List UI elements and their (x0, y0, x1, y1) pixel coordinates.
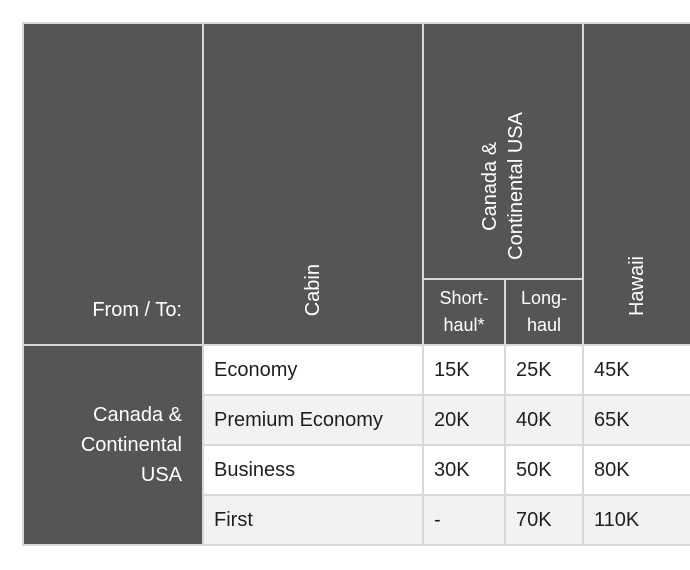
long-haul-cell: 50K (505, 445, 583, 495)
origin-row-header (23, 345, 203, 545)
short-haul-cell: 20K (423, 395, 505, 445)
cabin-cell: First (203, 495, 423, 545)
subheader-long-haul (505, 279, 583, 345)
hawaii-header-label: Hawaii (626, 255, 648, 316)
hawaii-cell: 110K (583, 495, 690, 545)
corner-label: From / To: (92, 299, 182, 321)
cabin-cell: Premium Economy (203, 395, 423, 445)
long-haul-cell: 70K (505, 495, 583, 545)
group-header-label (477, 112, 529, 260)
cabin-header (203, 23, 423, 345)
origin-line-3: USA (140, 464, 182, 486)
subheader-short-line-2: haul* (443, 315, 485, 335)
long-haul-cell: 25K (505, 345, 583, 395)
group-header-canada-usa (423, 23, 583, 279)
origin-line-1: Canada & (93, 404, 182, 426)
hawaii-cell: 45K (583, 345, 690, 395)
cabin-cell: Economy (203, 345, 423, 395)
cabin-header-label: Cabin (302, 263, 324, 316)
subheader-short-haul (423, 279, 505, 345)
short-haul-cell: - (423, 495, 505, 545)
award-chart-container (22, 22, 690, 554)
subheader-short-line-1: Short- (439, 288, 489, 308)
origin-line-2: Continental (80, 434, 182, 456)
subheader-long-line-1: Long- (520, 288, 568, 308)
corner-header (23, 23, 203, 345)
short-haul-cell: 15K (423, 345, 505, 395)
hawaii-cell: 80K (583, 445, 690, 495)
group-header-line-1: Canada & (479, 141, 501, 231)
cabin-cell: Business (203, 445, 423, 495)
award-chart-table (22, 22, 690, 546)
short-haul-cell: 30K (423, 445, 505, 495)
table-row (23, 345, 690, 395)
hawaii-header (583, 23, 690, 345)
hawaii-cell: 65K (583, 395, 690, 445)
group-header-line-2: Continental USA (505, 112, 527, 260)
subheader-long-line-2: haul (526, 315, 562, 335)
long-haul-cell: 40K (505, 395, 583, 445)
